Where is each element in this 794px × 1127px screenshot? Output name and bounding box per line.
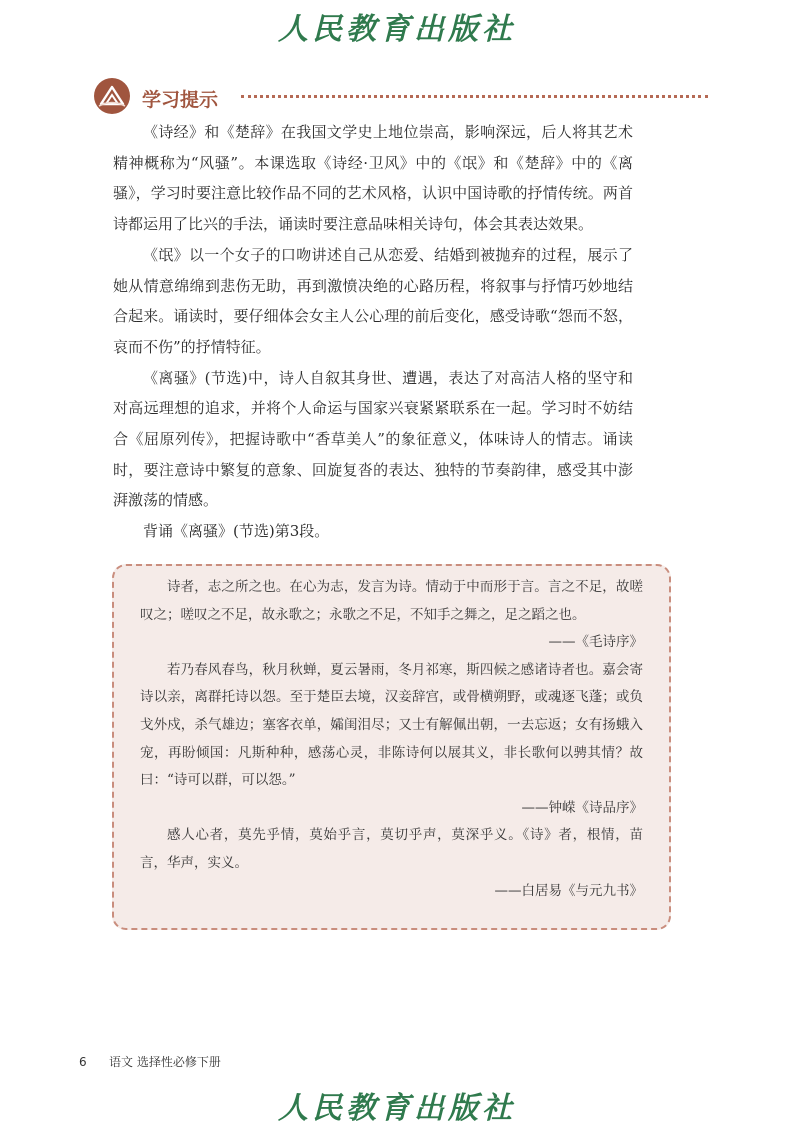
paragraph: 背诵《离骚》(节选)第3段。 xyxy=(143,522,330,541)
quote-source: ——白居易《与元九书》 xyxy=(494,882,643,899)
quote-text: 若乃春风春鸟，秋月秋蝉，夏云暑雨，冬月祁寒，斯四候之感诸诗者也。嘉会寄诗以亲，离群托诗以怨。至于楚臣去境，汉妾辞宫，或骨横朔野，或魂逐飞蓬；或负戈外戍，杀气雄边；塞客衣单，孀闺泪尽；又士有解佩出朝，一去忘返；女有扬蛾入宠，再盼倾国：凡斯种种，感荡心灵，非陈诗何以展其义，非长歌何以骋其情？故曰：“诗可以群，可以怨。” xyxy=(140,661,643,789)
section-header xyxy=(93,77,708,115)
paragraph: 《离骚》(节选)中，诗人自叙其身世、遭遇，表达了对高洁人格的坚守和对高远理想的追求，并将个人命运与国家兴衰紧紧联系在一起。学习时不妨结合《屈原列传》，把握诗歌中“香草美人”的象征意义，体味诗人的情志。诵读时，要注意诗中繁复的意象、回旋复沓的表达、独特的节奏韵律，感受其中澎湃激荡的情感。 xyxy=(113,368,633,510)
section-title: 学习提示 xyxy=(142,89,219,111)
section-dotted-rule xyxy=(241,95,708,98)
publisher-logo-bottom: 人民教育出版社 xyxy=(278,1091,516,1126)
quote-text: 感人心者，莫先乎情，莫始乎言，莫切乎声，莫深乎义。《诗》者，根情，苗言，华声，实义。 xyxy=(140,827,643,871)
page-number: 6 xyxy=(79,1055,87,1069)
quotation-box xyxy=(112,564,671,930)
study-tips-body xyxy=(113,117,633,547)
paragraph: 《氓》以一个女子的口吻讲述自己从恋爱、结婚到被抛弃的过程，展示了她从情意绵绵到悲伤无助，再到激愤决绝的心路历程，将叙事与抒情巧妙地结合起来。诵读时，要仔细体会女主人公心理的前后变化，感受诗歌“怨而不怒，哀而不伤”的抒情特征。 xyxy=(113,245,633,356)
quote-source: ——《毛诗序》 xyxy=(548,634,643,651)
section-emblem-icon xyxy=(93,77,131,115)
book-title: 语文 选择性必修下册 xyxy=(109,1055,221,1069)
quote-text: 诗者，志之所之也。在心为志，发言为诗。情动于中而形于言。言之不足，故嗟叹之；嗟叹之不足，故永歌之；永歌之不足，不知手之舞之，足之蹈之也。 xyxy=(140,579,643,623)
page-footer xyxy=(79,1053,221,1070)
paragraph: 《诗经》和《楚辞》在我国文学史上地位崇高，影响深远，后人将其艺术精神概称为“风骚”。本课选取《诗经·卫风》中的《氓》和《楚辞》中的《离骚》，学习时要注意比较作品不同的艺术风格，认识中国诗歌的抒情传统。两首诗都运用了比兴的手法，诵读时要注意品味相关诗句，体会其表达效果。 xyxy=(113,123,633,234)
quote-source: ——钟嵘《诗品序》 xyxy=(521,799,643,816)
publisher-logo: 人民教育出版社 xyxy=(278,12,516,47)
